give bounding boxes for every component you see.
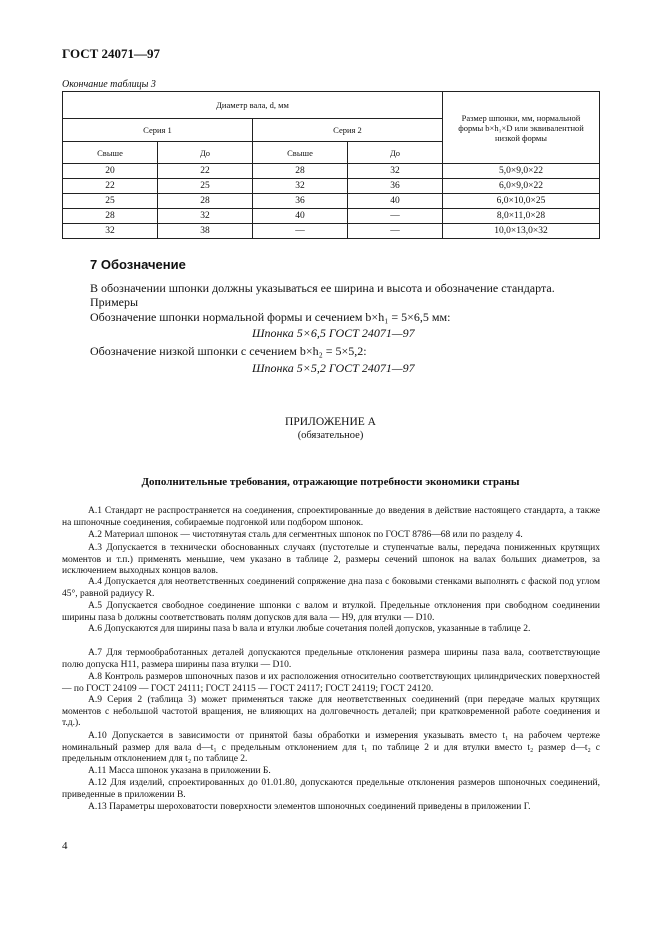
table-cell: 28 [158,194,253,209]
appendix-item-a3: А.3 Допускается в технически обоснованных случаях (пустотелые и ступенчатые валы, передача пониженных крутящих моментов и т.п.) применять меньшие, чем указано в таблице 2, размеры сечений шпонок на валах больших диаметров, за исключением выходных концов валов. [62,543,600,576]
appendix-item-a11: А.11 Масса шпонок указана в приложении Б. [88,766,271,776]
table-cell: 6,0×9,0×22 [443,179,600,194]
header-to: До [348,142,443,164]
header-series-2: Серия 2 [253,119,443,142]
appendix-item-a5: А.5 Допускается свободное соединение шпонки с валом и втулкой. Предельные отклонения при свободном соединении ширины паза b должны соответствовать полям допусков для вала — H9, для втулки — D10. [62,601,600,623]
table-cell: 10,0×13,0×32 [443,224,600,239]
table-row [63,194,600,209]
table-cell: 32 [158,209,253,224]
appendix-item-a1: А.1 Стандарт не распространяется на соединения, спроектированные до введения в действие настоящего стандарта, а также на шпоночные соединения, собираемые подгонкой или подбором шпонок. [62,506,600,528]
table-cell: — [348,209,443,224]
table-cell: 22 [158,164,253,179]
appendix-item-a2: А.2 Материал шпонок — чистотянутая сталь для сегментных шпонок по ГОСТ 8786—68 или по разделу 4. [88,530,523,540]
header-over: Свыше [253,142,348,164]
header-shaft-diameter: Диаметр вала, d, мм [63,92,443,119]
table-cell: 6,0×10,0×25 [443,194,600,209]
table-cell: 28 [63,209,158,224]
header-series-1: Серия 1 [63,119,253,142]
document-header: ГОСТ 24071—97 [62,46,161,61]
keys-size-table [62,91,600,239]
appendix-item-a7: А.7 Для термообработанных деталей допускаются предельные отклонения размера ширины паза вала, соответствующие полю допуска H11, размера ширины паза втулки — D10. [62,648,600,670]
table-cell: 25 [63,194,158,209]
appendix-title: ПРИЛОЖЕНИЕ А [285,416,376,428]
example-low-designation: Шпонка 5×5,2 ГОСТ 24071—97 [252,361,415,375]
table-cell: — [253,224,348,239]
example-normal-designation: Шпонка 5×6,5 ГОСТ 24071—97 [252,326,415,340]
table-row [63,164,600,179]
section-7-title: 7 Обозначение [90,257,186,272]
appendix-item-a8: А.8 Контроль размеров шпоночных пазов и их расположения относительно соответствующих цилиндрических поверхностей — по ГОСТ 24109 — ГОСТ 24111; ГОСТ 24115 — ГОСТ 24117; ГОСТ 24119; ГОСТ 24120. [62,672,600,694]
table-cell: 8,0×11,0×28 [443,209,600,224]
table-cell: 25 [158,179,253,194]
table-cell: 5,0×9,0×22 [443,164,600,179]
table-cell: 20 [63,164,158,179]
table-cell: 36 [253,194,348,209]
table-row [63,209,600,224]
appendix-item-a12: А.12 Для изделий, спроектированных до 01.01.80, допускаются предельные отклонения размеров шпоночных соединений, приведенные в приложении В. [62,778,600,800]
table-cell: 28 [253,164,348,179]
appendix-item-a9: А.9 Серия 2 (таблица 3) может применяться также для неответственных соединений (при передаче малых крутящих моментов с небольшой частотой вращения, не влияющих на долговечность деталей; при кратковременной работе соединения и т.д.). [62,695,600,728]
table-cell: 32 [63,224,158,239]
table-cell: 32 [253,179,348,194]
table-row [63,179,600,194]
appendix-item-a4: А.4 Допускается для неответственных соединений сопряжение дна паза с боковыми стенками выполнять с фаской под углом 45°, равной радиусу R. [62,577,600,599]
table-cell: 36 [348,179,443,194]
table-cell: 32 [348,164,443,179]
header-key-size: Размер шпонки, мм, нормальной формы b×h₁×D или эквивалентной низкой формы [443,92,600,164]
example-low-text: Обозначение низкой шпонки с сечением b×h₂ = 5×5,2: [90,344,367,358]
table-cell: 40 [253,209,348,224]
page-number: 4 [62,840,68,852]
appendix-heading: Дополнительные требования, отражающие потребности экономики страны [141,476,520,488]
appendix-item-a10: А.10 Допускается в зависимости от принятой базы обработки и измерения указывать вместо t₁ на рабочем чертеже номинальный размер для вала d—t₁ с предельным отклонением для t₁ по таблице 2 и для втулки вместо t₂ размер d—t₂ с предельным отклонением для t₂ по таблице 2. [62,731,600,764]
section-7-paragraph: В обозначении шпонки должны указываться ее ширина и высота и обозначение стандарта. [90,281,555,295]
appendix-item-a13: А.13 Параметры шероховатости поверхности элементов шпоночных соединений приведены в приложении Г. [88,802,531,812]
appendix-item-a6: А.6 Допускаются для ширины паза b вала и втулки любые сочетания полей допусков, указанные в таблице 2. [88,624,531,634]
table-row [63,224,600,239]
example-normal-text: Обозначение шпонки нормальной формы и сечением b×h₁ = 5×6,5 мм: [90,310,451,324]
table-cell: 38 [158,224,253,239]
header-to: До [158,142,253,164]
examples-label: Примеры [90,295,139,309]
header-over: Свыше [63,142,158,164]
table-cell: 40 [348,194,443,209]
appendix-subtitle: (обязательное) [297,430,364,441]
table-cell: 22 [63,179,158,194]
table-caption: Окончание таблицы 3 [62,79,156,90]
table-cell: — [348,224,443,239]
